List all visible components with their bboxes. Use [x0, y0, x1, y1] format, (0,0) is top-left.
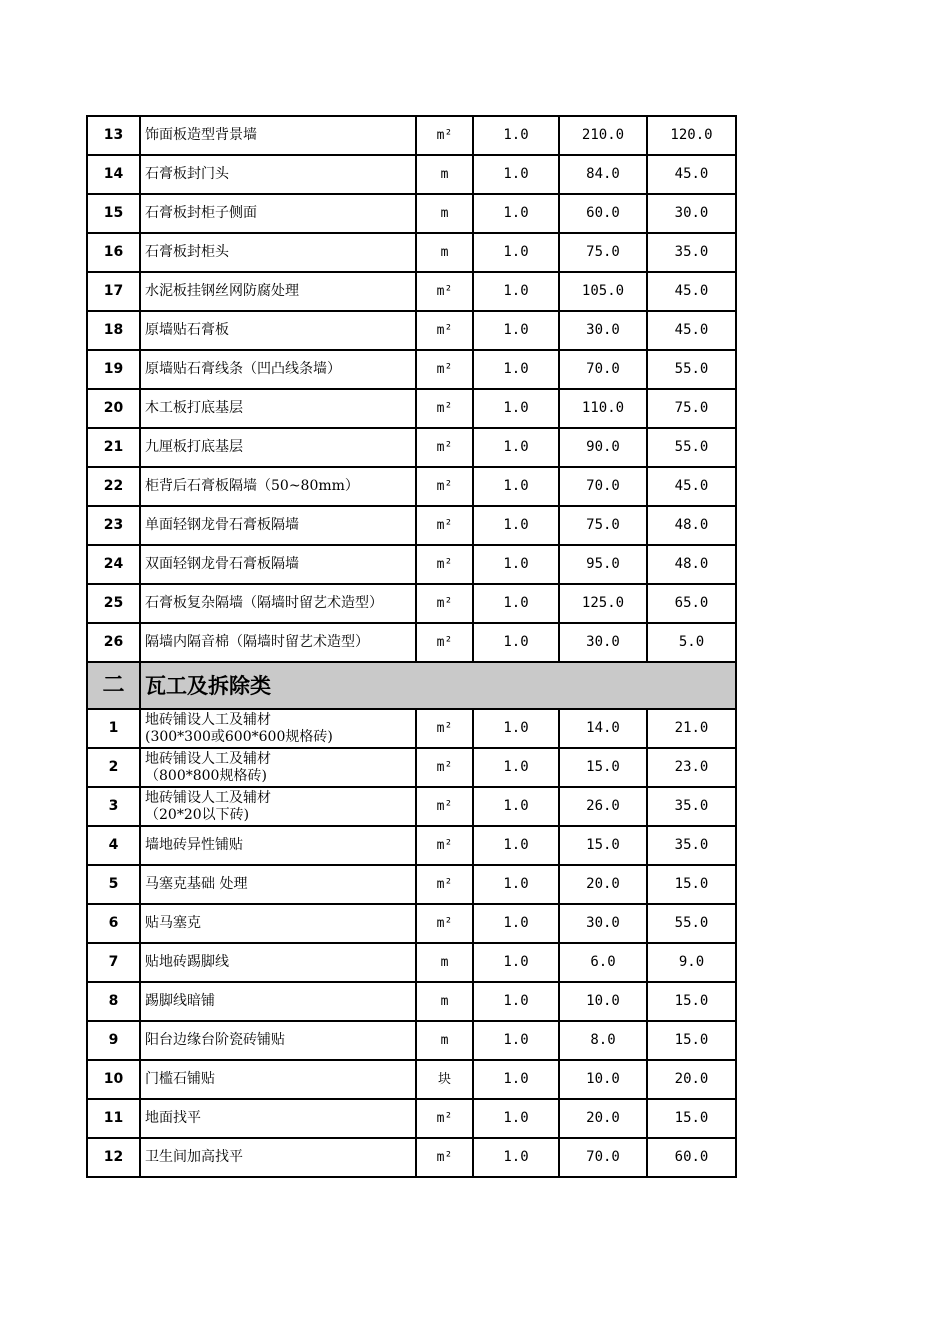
quantity-cell: 1.0 — [473, 428, 559, 467]
quantity-cell: 1.0 — [473, 155, 559, 194]
quantity-cell: 1.0 — [473, 233, 559, 272]
item-name-cell: 贴马塞克 — [140, 904, 416, 943]
item-name-cell: 地砖铺设人工及辅材 （20*20以下砖) — [140, 787, 416, 826]
item-number-cell: 6 — [87, 904, 140, 943]
table-row — [87, 865, 736, 904]
price-cell: 23.0 — [647, 748, 736, 787]
price-cell: 21.0 — [647, 709, 736, 748]
price-cell: 65.0 — [647, 584, 736, 623]
item-name-cell: 石膏板封柜子侧面 — [140, 194, 416, 233]
item-number-cell: 22 — [87, 467, 140, 506]
unit-cell: m² — [416, 272, 473, 311]
table-row — [87, 584, 736, 623]
unit-cell: m² — [416, 865, 473, 904]
unit-cell: m² — [416, 545, 473, 584]
item-name-cell: 石膏板复杂隔墙（隔墙时留艺术造型） — [140, 584, 416, 623]
section-title: 瓦工及拆除类 — [140, 662, 736, 709]
price-cell: 75.0 — [559, 233, 647, 272]
price-cell: 35.0 — [647, 233, 736, 272]
price-cell: 15.0 — [559, 748, 647, 787]
quantity-cell: 1.0 — [473, 272, 559, 311]
unit-cell: m² — [416, 506, 473, 545]
item-number-cell: 15 — [87, 194, 140, 233]
price-cell: 45.0 — [647, 155, 736, 194]
price-cell: 14.0 — [559, 709, 647, 748]
price-cell: 20.0 — [647, 1060, 736, 1099]
table-row — [87, 826, 736, 865]
item-number-cell: 9 — [87, 1021, 140, 1060]
table-row — [87, 389, 736, 428]
item-number-cell: 5 — [87, 865, 140, 904]
price-cell: 70.0 — [559, 350, 647, 389]
price-cell: 15.0 — [647, 982, 736, 1021]
price-cell: 45.0 — [647, 467, 736, 506]
price-cell: 35.0 — [647, 787, 736, 826]
price-cell: 105.0 — [559, 272, 647, 311]
unit-cell: m — [416, 233, 473, 272]
price-cell: 9.0 — [647, 943, 736, 982]
table-row — [87, 623, 736, 662]
item-number-cell: 20 — [87, 389, 140, 428]
price-cell: 125.0 — [559, 584, 647, 623]
unit-cell: m — [416, 943, 473, 982]
item-number-cell: 26 — [87, 623, 140, 662]
table-row — [87, 1099, 736, 1138]
item-name-cell: 单面轻钢龙骨石膏板隔墙 — [140, 506, 416, 545]
price-cell: 110.0 — [559, 389, 647, 428]
unit-cell: m² — [416, 350, 473, 389]
unit-cell: m² — [416, 1138, 473, 1177]
price-cell: 35.0 — [647, 826, 736, 865]
price-cell: 210.0 — [559, 116, 647, 155]
table-row — [87, 709, 736, 748]
table-row — [87, 982, 736, 1021]
item-number-cell: 24 — [87, 545, 140, 584]
item-name-cell: 木工板打底基层 — [140, 389, 416, 428]
table-row — [87, 748, 736, 787]
item-name-cell: 踢脚线暗铺 — [140, 982, 416, 1021]
unit-cell: 块 — [416, 1060, 473, 1099]
item-name-cell: 门槛石铺贴 — [140, 1060, 416, 1099]
quantity-cell: 1.0 — [473, 904, 559, 943]
quantity-cell: 1.0 — [473, 1021, 559, 1060]
price-cell: 10.0 — [559, 982, 647, 1021]
item-number-cell: 12 — [87, 1138, 140, 1177]
quantity-cell: 1.0 — [473, 1060, 559, 1099]
item-name-cell: 阳台边缘台阶瓷砖铺贴 — [140, 1021, 416, 1060]
table-row — [87, 116, 736, 155]
unit-cell: m² — [416, 584, 473, 623]
item-name-cell: 柜背后石膏板隔墙（50~80mm） — [140, 467, 416, 506]
table-row — [87, 787, 736, 826]
unit-cell: m² — [416, 748, 473, 787]
table-row — [87, 545, 736, 584]
item-name-cell: 饰面板造型背景墙 — [140, 116, 416, 155]
quantity-cell: 1.0 — [473, 623, 559, 662]
price-cell: 45.0 — [647, 272, 736, 311]
item-number-cell: 23 — [87, 506, 140, 545]
price-cell: 70.0 — [559, 467, 647, 506]
price-table-body — [87, 116, 736, 1177]
item-number-cell: 3 — [87, 787, 140, 826]
quantity-cell: 1.0 — [473, 311, 559, 350]
unit-cell: m² — [416, 1099, 473, 1138]
price-cell: 6.0 — [559, 943, 647, 982]
item-name-cell: 地砖铺设人工及辅材 （800*800规格砖) — [140, 748, 416, 787]
price-cell: 30.0 — [559, 623, 647, 662]
price-cell: 45.0 — [647, 311, 736, 350]
item-number-cell: 25 — [87, 584, 140, 623]
table-row — [87, 233, 736, 272]
unit-cell: m² — [416, 389, 473, 428]
price-cell: 20.0 — [559, 865, 647, 904]
unit-cell: m² — [416, 709, 473, 748]
price-cell: 95.0 — [559, 545, 647, 584]
quantity-cell: 1.0 — [473, 389, 559, 428]
item-number-cell: 18 — [87, 311, 140, 350]
table-row — [87, 467, 736, 506]
item-number-cell: 21 — [87, 428, 140, 467]
quantity-cell: 1.0 — [473, 1099, 559, 1138]
price-cell: 15.0 — [559, 826, 647, 865]
item-number-cell: 2 — [87, 748, 140, 787]
price-table — [86, 115, 737, 1178]
item-number-cell: 16 — [87, 233, 140, 272]
unit-cell: m — [416, 982, 473, 1021]
table-row — [87, 311, 736, 350]
price-cell: 30.0 — [559, 904, 647, 943]
item-name-cell: 九厘板打底基层 — [140, 428, 416, 467]
item-number-cell: 7 — [87, 943, 140, 982]
price-cell: 48.0 — [647, 545, 736, 584]
table-row — [87, 272, 736, 311]
quantity-cell: 1.0 — [473, 545, 559, 584]
price-cell: 70.0 — [559, 1138, 647, 1177]
item-name-cell: 隔墙内隔音棉（隔墙时留艺术造型） — [140, 623, 416, 662]
item-name-cell: 原墙贴石膏板 — [140, 311, 416, 350]
table-row — [87, 1021, 736, 1060]
section-header-row — [87, 662, 736, 709]
unit-cell: m² — [416, 467, 473, 506]
price-cell: 26.0 — [559, 787, 647, 826]
unit-cell: m² — [416, 311, 473, 350]
item-number-cell: 1 — [87, 709, 140, 748]
unit-cell: m — [416, 1021, 473, 1060]
price-cell: 20.0 — [559, 1099, 647, 1138]
item-name-cell: 双面轻钢龙骨石膏板隔墙 — [140, 545, 416, 584]
unit-cell: m — [416, 155, 473, 194]
price-cell: 60.0 — [559, 194, 647, 233]
item-number-cell: 13 — [87, 116, 140, 155]
quantity-cell: 1.0 — [473, 865, 559, 904]
table-row — [87, 155, 736, 194]
item-number-cell: 19 — [87, 350, 140, 389]
item-name-cell: 石膏板封柜头 — [140, 233, 416, 272]
quantity-cell: 1.0 — [473, 748, 559, 787]
quantity-cell: 1.0 — [473, 350, 559, 389]
quantity-cell: 1.0 — [473, 943, 559, 982]
item-number-cell: 14 — [87, 155, 140, 194]
unit-cell: m² — [416, 826, 473, 865]
price-cell: 30.0 — [647, 194, 736, 233]
item-name-cell: 地砖铺设人工及辅材 (300*300或600*600规格砖) — [140, 709, 416, 748]
item-name-cell: 卫生间加高找平 — [140, 1138, 416, 1177]
unit-cell: m — [416, 194, 473, 233]
price-cell: 55.0 — [647, 350, 736, 389]
unit-cell: m² — [416, 623, 473, 662]
quantity-cell: 1.0 — [473, 1138, 559, 1177]
price-cell: 55.0 — [647, 904, 736, 943]
quantity-cell: 1.0 — [473, 787, 559, 826]
quantity-cell: 1.0 — [473, 506, 559, 545]
item-name-cell: 马塞克基础 处理 — [140, 865, 416, 904]
item-name-cell: 原墙贴石膏线条（凹凸线条墙） — [140, 350, 416, 389]
quantity-cell: 1.0 — [473, 194, 559, 233]
item-number-cell: 17 — [87, 272, 140, 311]
price-cell: 90.0 — [559, 428, 647, 467]
table-row — [87, 506, 736, 545]
quantity-cell: 1.0 — [473, 826, 559, 865]
quantity-cell: 1.0 — [473, 709, 559, 748]
item-name-cell: 地面找平 — [140, 1099, 416, 1138]
price-cell: 120.0 — [647, 116, 736, 155]
price-cell: 15.0 — [647, 1099, 736, 1138]
item-name-cell: 贴地砖踢脚线 — [140, 943, 416, 982]
item-number-cell: 10 — [87, 1060, 140, 1099]
price-cell: 55.0 — [647, 428, 736, 467]
item-name-cell: 水泥板挂钢丝网防腐处理 — [140, 272, 416, 311]
quantity-cell: 1.0 — [473, 467, 559, 506]
quantity-cell: 1.0 — [473, 584, 559, 623]
item-number-cell: 4 — [87, 826, 140, 865]
table-row — [87, 1060, 736, 1099]
table-row — [87, 194, 736, 233]
price-cell: 8.0 — [559, 1021, 647, 1060]
unit-cell: m² — [416, 787, 473, 826]
table-row — [87, 428, 736, 467]
price-cell: 5.0 — [647, 623, 736, 662]
table-row — [87, 943, 736, 982]
unit-cell: m² — [416, 116, 473, 155]
unit-cell: m² — [416, 904, 473, 943]
table-row — [87, 350, 736, 389]
item-name-cell: 墙地砖异性铺贴 — [140, 826, 416, 865]
item-number-cell: 11 — [87, 1099, 140, 1138]
price-cell: 84.0 — [559, 155, 647, 194]
quantity-cell: 1.0 — [473, 116, 559, 155]
price-cell: 60.0 — [647, 1138, 736, 1177]
section-number: 二 — [87, 662, 140, 709]
price-cell: 10.0 — [559, 1060, 647, 1099]
price-cell: 48.0 — [647, 506, 736, 545]
table-row — [87, 1138, 736, 1177]
price-cell: 15.0 — [647, 865, 736, 904]
item-number-cell: 8 — [87, 982, 140, 1021]
price-cell: 75.0 — [647, 389, 736, 428]
price-cell: 30.0 — [559, 311, 647, 350]
price-cell: 75.0 — [559, 506, 647, 545]
item-name-cell: 石膏板封门头 — [140, 155, 416, 194]
price-cell: 15.0 — [647, 1021, 736, 1060]
table-row — [87, 904, 736, 943]
unit-cell: m² — [416, 428, 473, 467]
quantity-cell: 1.0 — [473, 982, 559, 1021]
